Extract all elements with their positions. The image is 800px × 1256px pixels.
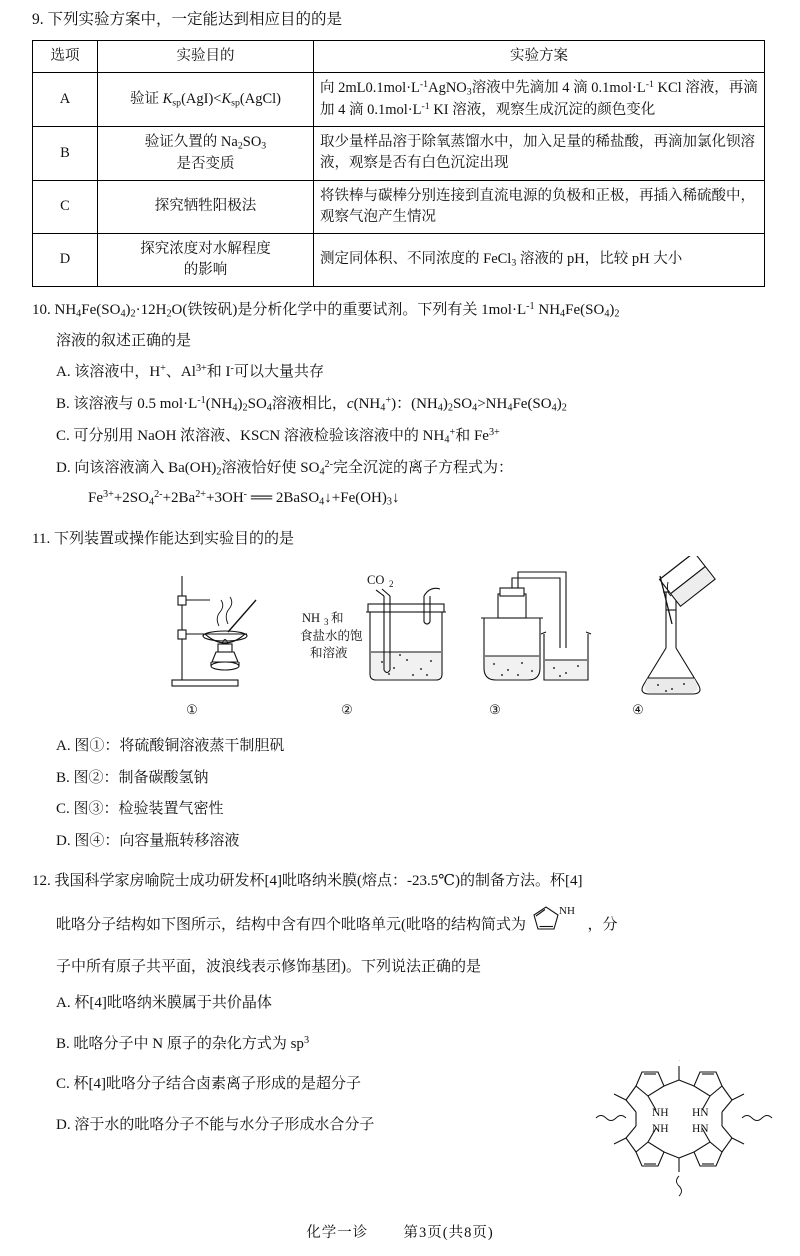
- row-goal-a: 验证 $K_{sp}(AgI)<K_{sp}(AgCl)$: [98, 73, 314, 127]
- row-goal-b: 验证久置的 $Na_2SO_3$ 是否变质: [98, 127, 314, 181]
- question-10-option-b: B. 该溶液与 0.5 $mol\cdot L^{-1}(NH_4)_2SO_4$溶液相比，$c(NH_4^+)$：$(NH_4)_2SO_4>NH_4Fe(SO_4)_2$: [56, 394, 567, 414]
- question-12-stem-text-2a: 吡咯分子结构如下图所示，结构中含有四个吡咯单元(吡咯的结构简式为: [56, 916, 526, 933]
- page-footer: [0, 1221, 800, 1242]
- question-11-option-d: D. 图④：向容量瓶转移溶液: [56, 832, 240, 849]
- calix-nh-label-1: NH: [652, 1107, 669, 1119]
- table-header-row: [33, 41, 765, 73]
- figure-2-nh3-label-line1: NH: [302, 611, 321, 626]
- row-goal-d: 探究浓度对水解程度 的影响: [98, 233, 314, 286]
- figure-2-group: [366, 588, 446, 680]
- question-10-option-a: A. 该溶液中，H+、$Al^{3+}$和 I-可以大量共存: [56, 363, 324, 381]
- table-row: [33, 233, 765, 286]
- question-12-stem-line2: [56, 903, 768, 948]
- question-9-number: 9.: [32, 11, 44, 28]
- row-plan-a: 向 $2mL0.1mol\cdot L^{-1}AgNO_3$溶液中先滴加 4 滴 $0.1mol\cdot L^{-1}$ KCl 溶液，再滴加 4 滴 $0.1mol\cdot L^{-1}$ KI 溶液，观察生成沉淀的颜色变化: [314, 73, 765, 127]
- footer-subject: 化学一诊: [306, 1225, 369, 1241]
- svg-text:2: 2: [389, 579, 394, 590]
- calixpyrrole-svg: [592, 1060, 782, 1210]
- question-12-stem-line3: 子中所有原子共平面，波浪线表示修饰基团)。下列说法正确的是: [56, 958, 481, 975]
- question-11-number: 11.: [32, 530, 51, 547]
- apparatus-figures: [32, 556, 768, 706]
- table-header-option: 选项: [33, 41, 98, 73]
- figure-label-1: ①: [186, 702, 198, 718]
- row-plan-b: 取少量样品溶于除氧蒸馏水中，加入足量的稀盐酸，再滴加氯化钡溶液，观察是否有白色沉淀出现: [314, 127, 765, 181]
- row-option-b: B: [33, 127, 98, 181]
- table-body: [33, 73, 765, 287]
- table-row: [33, 127, 765, 181]
- question-10-option-d: D. 向该溶液滴入 $Ba(OH)_2$溶液恰好使 $SO_4^{2-}$完全沉淀的离子方程式为：: [56, 458, 514, 478]
- table-header-plan: 实验方案: [314, 41, 765, 73]
- question-12-option-a: A. 杯[4]吡咯纳米膜属于共价晶体: [56, 995, 272, 1012]
- question-10-number: 10.: [32, 301, 51, 318]
- table-row: [33, 73, 765, 127]
- question-12-option-b: B. 吡咯分子中 N 原子的杂化方式为 $sp^3$: [56, 1034, 310, 1052]
- figure-1-group: [172, 576, 256, 686]
- question-11-stem: [32, 528, 768, 551]
- table-header-goal: 实验目的: [98, 41, 314, 73]
- question-11-option-b: B. 图②：制备碳酸氢钠: [56, 769, 209, 786]
- question-10-stem: [32, 299, 768, 322]
- figure-label-3: ③: [489, 702, 501, 718]
- row-plan-c: 将铁棒与碳棒分别连接到直流电源的负极和正极，再插入稀硫酸中，观察气泡产生情况: [314, 180, 765, 233]
- row-option-c: C: [33, 180, 98, 233]
- row-plan-d: 测定同体积、不同浓度的 FeCl$_3$ 溶液的 pH，比较 pH 大小: [314, 233, 765, 286]
- calix-hn-label-2: HN: [692, 1123, 709, 1135]
- question-12-option-d: D. 溶于水的吡咯分子不能与水分子形成水合分子: [56, 1116, 375, 1133]
- table-row: [33, 180, 765, 233]
- row-option-d: D: [33, 233, 98, 286]
- question-12-stem-text-1: 我国科学家房喻院士成功研发杯[4]吡咯纳米膜(熔点：-23.5℃)的制备方法。杯[4]: [54, 873, 583, 890]
- question-9-stem-text: 下列实验方案中，一定能达到相应目的的是: [47, 11, 343, 28]
- experiment-table: [32, 40, 765, 287]
- figure-4-group: [642, 556, 715, 694]
- figure-2-nh3-label-line2: 食盐水的饱: [300, 629, 363, 644]
- figure-2-co2-label: CO: [367, 573, 385, 588]
- question-10-stem-line2: 溶液的叙述正确的是: [56, 332, 192, 349]
- question-11-option-c: C. 图③：检验装置气密性: [56, 801, 224, 818]
- figure-label-4: ④: [632, 702, 644, 718]
- pyrrole-structure: [530, 903, 584, 948]
- pyrrole-nh-label: NH: [558, 904, 575, 917]
- question-9-stem: [32, 8, 768, 31]
- question-10-equation: $Fe^{3+}+2SO_4^{2-}+2Ba^{2+}+3OH^-$ ══ $2BaSO_4↓+Fe(OH)_3↓$: [88, 488, 400, 508]
- question-10-option-c: C. 可分别用 NaOH 浓溶液、KSCN 溶液检验该溶液中的 $NH_4^+$和 $Fe^{3+}$: [56, 426, 500, 446]
- svg-text:和: 和: [331, 611, 344, 626]
- figure-3-group: [481, 572, 591, 680]
- question-12-option-c: C. 杯[4]吡咯分子结合卤素离子形成的是超分子: [56, 1076, 361, 1093]
- question-11-option-a: A. 图①：将硫酸铜溶液蒸干制胆矾: [56, 738, 285, 755]
- calixpyrrole-structure: [592, 1060, 782, 1215]
- question-12-number: 12.: [32, 873, 51, 890]
- calix-hn-label-1: HN: [692, 1107, 709, 1119]
- question-12-stem-line1: [32, 870, 768, 893]
- figure-2-nh3-label-line3: 和溶液: [310, 646, 348, 661]
- svg-text:3: 3: [324, 617, 329, 628]
- question-10-stem-text: $NH_4Fe(SO_4)_2\cdot 12H_2O$(铁铵矾)是分析化学中的重要试剂。下列有关 $1mol\cdot L^{-1}$ $NH_4Fe(SO_4)_2$: [54, 300, 620, 320]
- figure-label-2: ②: [341, 702, 353, 718]
- apparatus-diagram-svg: [32, 556, 768, 706]
- question-12-stem-text-2b: ，分: [587, 916, 618, 933]
- row-goal-c: 探究牺牲阳极法: [98, 180, 314, 233]
- question-11-stem-text: 下列装置或操作能达到实验目的的是: [53, 530, 294, 547]
- footer-pagination: 第3页(共8页): [403, 1225, 494, 1241]
- calix-nh-label-2: NH: [652, 1123, 669, 1135]
- row-option-a: A: [33, 73, 98, 127]
- page-content: [32, 8, 768, 1136]
